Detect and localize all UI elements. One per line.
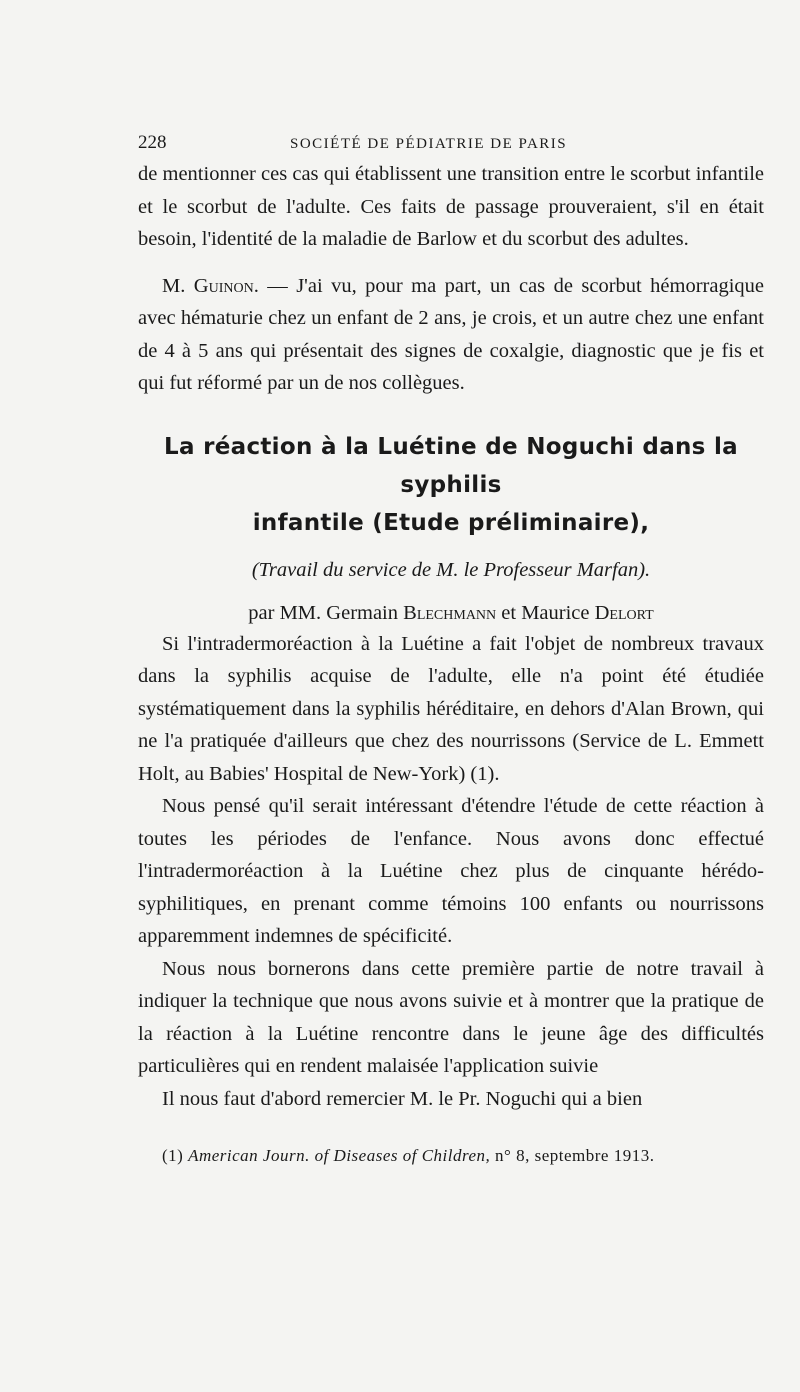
- article-title-line1: La réaction à la Luétine de Noguchi dans la syphilis: [164, 433, 738, 498]
- discussion-paragraph: [138, 270, 764, 400]
- speaker-name: M. Guinon.: [162, 274, 259, 297]
- byline-prefix: par MM. Germain: [248, 601, 404, 624]
- running-head: [138, 128, 764, 158]
- article-title: [138, 428, 764, 542]
- article-title-line2: infantile (Etude préliminaire),: [252, 509, 650, 536]
- body-paragraph-1: Si l'intradermoréaction à la Luétine a fait l'objet de nombreux travaux dans la syphilis acquise de l'adulte, elle n'a point été étudiée systématiquement dans la syphilis héréditaire, en dehors d'Alan Brown, qui ne l'a pratiquée d'ailleurs que chez des nourrissons (Service de L. Emmett Holt, au Babies' Hospital de New-York) (1).: [138, 632, 764, 785]
- article-affiliation: (Travail du service de M. le Professeur Marfan).: [251, 558, 651, 581]
- footnote: [162, 1146, 654, 1166]
- footnote-marker: (1): [162, 1146, 189, 1165]
- journal-title: SOCIÉTÉ DE PÉDIATRIE DE PARIS: [290, 136, 568, 152]
- author2-surname: Delort: [594, 601, 654, 624]
- discussion-text: — J'ai vu, pour ma part, un cas de scorbut hémorragique avec hématurie chez un enfant de 2 ans, je crois, et un autre chez une enfant de 4 à 5 ans qui présentait des signes de coxalgie, diagnostic que je fis et qui fut réformé par un de nos collègues.: [138, 274, 764, 394]
- body-paragraph-4: Il nous faut d'abord remercier M. le Pr. Noguchi qui a bien: [162, 1087, 643, 1110]
- page: [138, 128, 764, 1165]
- footnote-source: American Journ. of Diseases of Children,: [188, 1146, 491, 1165]
- page-number: 228: [138, 132, 167, 153]
- article-byline: [138, 598, 764, 628]
- footnote-details: n° 8, septembre 1913.: [490, 1146, 655, 1165]
- intro-paragraph: de mentionner ces cas qui établissent une transition entre le scorbut infantile et le scorbut de l'adulte. Ces faits de passage prouveraient, s'il en était besoin, l'identité de la maladie de Barlow et du scorbut des adultes.: [138, 163, 764, 250]
- byline-middle: et Maurice: [496, 601, 595, 624]
- author1-surname: Blechmann: [403, 601, 497, 624]
- body-paragraph-2: Nous pensé qu'il serait intéressant d'étendre l'étude de cette réaction à toutes les périodes de l'enfance. Nous avons donc effectué l'intradermoréaction à la Luétine chez plus de cinquante hérédo-syphilitiques, en prenant comme témoins 100 enfants ou nourrissons apparemment indemnes de spécificité.: [138, 795, 764, 947]
- body-paragraph-3: Nous nous bornerons dans cette première partie de notre travail à indiquer la technique que nous avons suivie et à montrer que la pratique de la réaction à la Luétine rencontre dans le jeune âge des difficultés particulières qui en rendent malaisée l'application suivie: [138, 957, 764, 1077]
